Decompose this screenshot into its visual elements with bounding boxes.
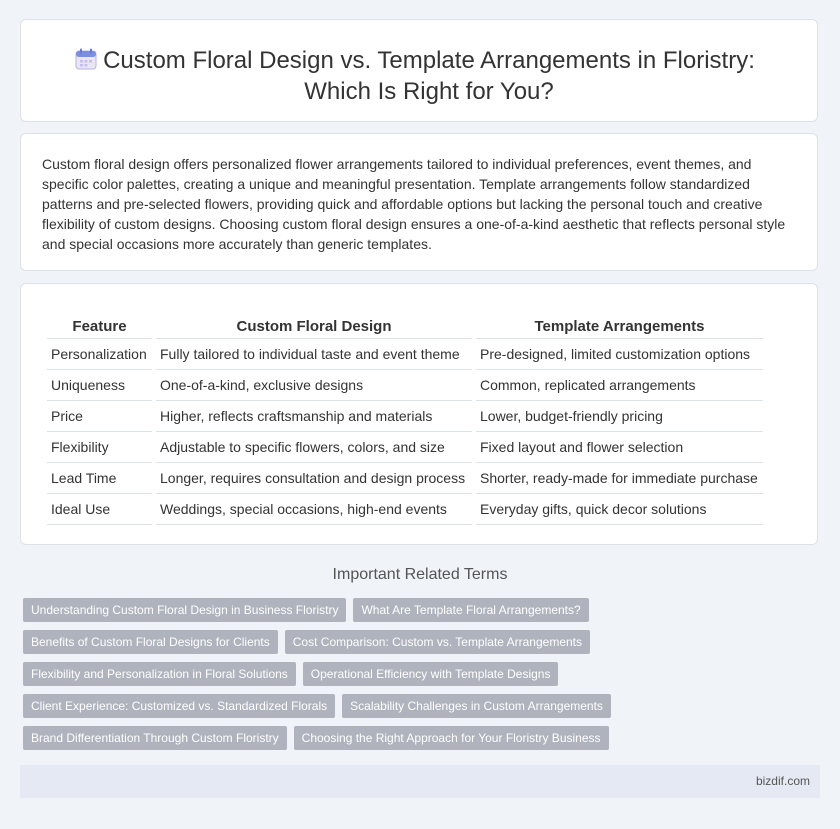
template-cell: Pre-designed, limited customization options xyxy=(476,339,763,370)
custom-cell: One-of-a-kind, exclusive designs xyxy=(156,370,472,401)
template-cell: Fixed layout and flower selection xyxy=(476,432,763,463)
intro-card xyxy=(20,133,818,271)
footer xyxy=(20,765,820,798)
related-term-tag[interactable]: What Are Template Floral Arrangements? xyxy=(353,598,588,622)
title-card xyxy=(20,19,818,122)
table-header-row xyxy=(47,316,763,339)
template-cell: Shorter, ready-made for immediate purchase xyxy=(476,463,763,494)
feature-cell: Personalization xyxy=(47,339,152,370)
related-term-tag[interactable]: Brand Differentiation Through Custom Floristry xyxy=(23,726,287,750)
related-term-tag[interactable]: Choosing the Right Approach for Your Floristry Business xyxy=(294,726,609,750)
feature-cell: Price xyxy=(47,401,152,432)
related-term-tag[interactable]: Benefits of Custom Floral Designs for Clients xyxy=(23,630,278,654)
related-term-tag[interactable]: Client Experience: Customized vs. Standardized Florals xyxy=(23,694,335,718)
related-terms-heading: Important Related Terms xyxy=(332,566,508,583)
table-row xyxy=(47,401,763,432)
related-term-tag[interactable]: Understanding Custom Floral Design in Business Floristry xyxy=(23,598,346,622)
custom-cell: Longer, requires consultation and design process xyxy=(156,463,472,494)
table-row xyxy=(47,432,763,463)
table-row xyxy=(47,494,763,525)
comparison-card xyxy=(20,283,818,545)
comparison-table xyxy=(43,316,767,525)
template-cell: Common, replicated arrangements xyxy=(476,370,763,401)
custom-cell: Weddings, special occasions, high-end events xyxy=(156,494,472,525)
related-term-tag[interactable]: Operational Efficiency with Template Designs xyxy=(303,662,559,686)
feature-cell: Flexibility xyxy=(47,432,152,463)
table-row xyxy=(47,463,763,494)
intro-paragraph: Custom floral design offers personalized flower arrangements tailored to individual preferences, event themes, and specific color palettes, creating a unique and meaningful presentation. Template arrangements follow standardized patterns and pre-selected flowers, providing quick and affordable options but lacking the personal touch and creative flexibility of custom designs. Choosing custom floral design ensures a one-of-a-kind aesthetic that reflects personal style and special occasions more accurately than generic templates. xyxy=(42,156,786,252)
header-custom: Custom Floral Design xyxy=(156,316,472,339)
related-term-tag[interactable]: Cost Comparison: Custom vs. Template Arrangements xyxy=(285,630,590,654)
feature-cell: Ideal Use xyxy=(47,494,152,525)
custom-cell: Fully tailored to individual taste and event theme xyxy=(156,339,472,370)
header-template: Template Arrangements xyxy=(476,316,763,339)
footer-site-link[interactable]: bizdif.com xyxy=(755,774,810,788)
page-title: Custom Floral Design vs. Template Arrangements in Floristry: Which Is Right for You? xyxy=(103,47,755,105)
related-term-tag[interactable]: Scalability Challenges in Custom Arrangements xyxy=(342,694,611,718)
related-terms-list xyxy=(23,598,823,758)
header-feature: Feature xyxy=(47,316,152,339)
template-cell: Lower, budget-friendly pricing xyxy=(476,401,763,432)
custom-cell: Higher, reflects craftsmanship and materials xyxy=(156,401,472,432)
feature-cell: Lead Time xyxy=(47,463,152,494)
related-term-tag[interactable]: Flexibility and Personalization in Floral Solutions xyxy=(23,662,296,686)
table-row xyxy=(47,339,763,370)
template-cell: Everyday gifts, quick decor solutions xyxy=(476,494,763,525)
custom-cell: Adjustable to specific flowers, colors, and size xyxy=(156,432,472,463)
feature-cell: Uniqueness xyxy=(47,370,152,401)
table-row xyxy=(47,370,763,401)
